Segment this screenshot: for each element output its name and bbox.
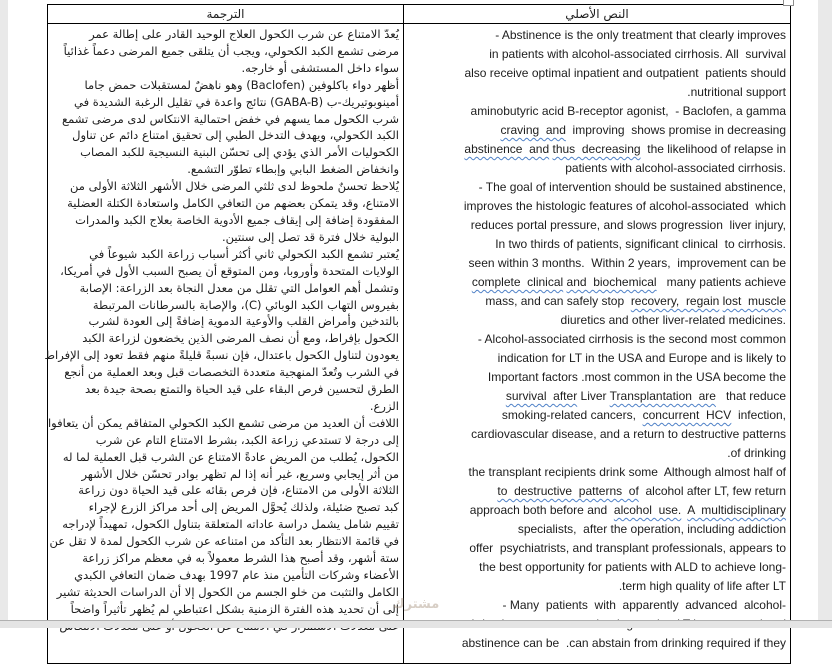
grammar-squiggle-text: recovery, regain — [630, 294, 720, 308]
translation-text-line: الامتناع، وقد يتمكن بعضهم من التعافي الكامل واستعادة الكتلة العضلية — [67, 196, 399, 211]
original-lines — [407, 26, 786, 653]
original-text-line: - Alcohol-associated cirrhosis is the second most common — [477, 332, 786, 346]
original-text-line: Important factors .most common in the USA become the — [487, 370, 786, 384]
original-text-line: aminobutyric acid B-receptor agonist, - Baclofen, a gamma — [470, 104, 786, 118]
original-text-line: patients with alcohol-associated cirrhosis. — [565, 161, 786, 175]
table-body-row — [44, 24, 790, 663]
column-header-original[interactable]: النص الأصلي — [565, 7, 629, 21]
grammar-squiggle-text: A multidisciplinary — [687, 503, 786, 517]
original-text-line: diuretics and other liver-related medicines. — [560, 313, 786, 327]
grammar-squiggle-text: concurrent HCV — [642, 408, 732, 422]
translation-column-cell[interactable] — [44, 24, 404, 663]
original-text-line: approach both before and alcohol use. A multidisciplinary — [469, 503, 786, 517]
original-text-line: .term high quality of life after LT — [618, 579, 786, 593]
translation-text-line: ستة أشهر، وقد أصبح هذا الشرط معمولاً به في معظم مراكز زراعة — [82, 551, 399, 566]
translation-text-line: مرضى تشمع الكبد الكحولي، ويجب أن يتلقى جميع المرضى دعماً غذائياً — [63, 43, 399, 58]
translation-text-line: تقييم شامل يشمل دراسة عاداته المتعلقة بتناول الكحول، تمهيداً لإدراجه — [62, 517, 399, 532]
watermark: مشترك — [392, 597, 440, 612]
translation-text-line: وانخفاض الضغط البابي وإبطاء تطوّر التشمع. — [187, 162, 399, 177]
original-text-line: smoking-related cancers, concurrent HCV infection, — [501, 408, 786, 422]
translation-text-line: أمينوبوتيريك-ب (GABA-B) نتائج واعدة في تقليل الرغبة الشديدة في — [74, 94, 399, 109]
translation-text-line: اللافت أن العديد من مرضى تشمع الكبد الكحولي المتفاقم يمكن أن يتعافوا — [47, 415, 399, 430]
translation-text-line: من أثر إيجابي وسريع، غير أنه إذا لم تظهر بوادر تحسّن خلال الأشهر — [81, 466, 399, 481]
translation-lines — [44, 26, 399, 635]
translation-text-line: المفقودة إضافة إلى إيقاف جميع الأدوية الخاصة بعلاج الكبد والمدرات — [75, 212, 399, 227]
original-text-line: seen within 3 months. Within 2 years, improvement can be — [468, 256, 786, 270]
translation-text-line: إلى درجة لا تستدعي زراعة الكبد، بشرط الامتناع التام عن شرب — [95, 432, 399, 447]
original-text-line: cardiovascular disease, and a return to destructive patterns — [471, 427, 786, 441]
original-text-line: .nutritional support — [687, 85, 786, 99]
grammar-squiggle-text: lost muscle — [722, 294, 786, 308]
translation-table — [44, 4, 791, 664]
grammar-squiggle-text: survival after — [505, 389, 578, 403]
original-text-line: specialists, after the operation, including addiction — [517, 522, 786, 536]
translation-text-line: الكحوليات الأمر الذي يؤدي إلى تحسّن البنية النسيجية للكبد المصاب — [80, 145, 399, 160]
grammar-squiggle-text: thus decreasing — [552, 142, 641, 156]
translation-text-line: في قائمة الانتظار بعد التأكد من امتناعه عن شرب الكحول لمدة لا تقل عن — [49, 534, 399, 549]
translation-text-line: وتشمل أهم العوامل التي تقلل من معدل النجاة بعد الزراعة: الإصابة — [79, 280, 399, 295]
original-text-line: reduces portal pressure, and slows progression liver injury, — [470, 218, 786, 232]
original-text-line: craving and improving shows promise in decreasing — [500, 123, 786, 137]
original-text-line: .of drinking — [727, 446, 786, 460]
translation-text-line: بالتدخين وأمراض القلب والأوعية الدموية إضافةً إلى العودة لشرب — [88, 314, 399, 329]
column-header-translation[interactable]: الترجمة — [48, 5, 404, 23]
grammar-squiggle-text: Transplantation are — [609, 389, 716, 403]
translation-text-line: الثلاثة الأولى من الامتناع، فإن فرص بقائه على قيد الحياة دون زراعة — [78, 483, 399, 498]
original-text-line: offer psychiatrists, and transplant professionals, appears to — [469, 541, 786, 555]
translation-text-line: الأعضاء وشركات التأمين منذ عام 1997 بهدف ضمان التعافي الكبدي — [74, 568, 399, 582]
grammar-squiggle-text: and biochemical — [566, 275, 657, 289]
translation-text-line: سواء داخل المستشفى أو خارجه. — [241, 60, 399, 75]
original-text-line: the transplant recipients drink some Although almost half of — [468, 465, 786, 479]
original-text-line: complete clinical and biochemical many patients achieve — [471, 275, 786, 289]
translation-text-line: يُعتبر تشمع الكبد الكحولي ثاني أكثر أسباب زراعة الكبد شيوعاً في — [89, 246, 399, 261]
translation-text-line: الكحول بإفراط، ومع أن نصف المرضى الذين يخضعون لزراعة الكبد — [82, 331, 399, 346]
translation-text-line: أظهر دواء باكلوفين (Baclofen) وهو ناهضٌ لمستقبلات حمض جاما — [84, 77, 399, 92]
original-text-line: abstinence can be .can abstain from drinking required if they — [461, 636, 786, 650]
translation-text-line: الكامل والتثبت من خلو الجسم من الكحول إلا أن الدراسات الحديثة تشير — [56, 584, 399, 599]
translation-text-line: البولية خلال فترة قد تصل إلى سنتين. — [221, 229, 399, 244]
translation-text-line: الطرق لتحسين فرص البقاء على قيد الحياة والتمتع بصحة جيدة بعد — [84, 382, 399, 397]
translation-text-line: يُعدّ الامتناع عن شرب الكحول العلاج الوحيد القادر على إطالة عمر — [89, 27, 399, 41]
translation-text-line: يعودون لتناول الكحول باعتدال، فإن نسبةً قليلةً منهم فقط تعود إلى الإفراط — [44, 348, 399, 363]
translation-text-line: شرب الكحول مما يسهم في خفض احتمالية الانتكاس لدى مرضى تشمع — [62, 111, 399, 126]
window-bottom-edge — [0, 620, 832, 628]
original-text-line: in patients with alcohol-associated cirrhosis. All survival — [489, 47, 786, 61]
original-column-cell[interactable] — [404, 24, 790, 663]
original-text-line: indication for LT in the USA and Europe and is likely to — [497, 351, 786, 365]
translation-text-line: الكبد الكحولي، ويهدف التدخل الطبي إلى تحقيق امتناع دائم عن تناول — [72, 128, 399, 143]
translation-text-line: إلى أن تحديد هذه الفترة الزمنية بشكل اعتباطي لم يُظهر تأثيراً واضحاً — [70, 601, 399, 616]
original-text-line: - Abstinence is the only treatment that clearly improves — [495, 28, 786, 42]
original-text-line: to destructive patterns of alcohol after LT, few return — [497, 484, 786, 498]
original-text-line: also receive optimal inpatient and outpatient patients should — [464, 66, 786, 80]
original-text-line: mass, and can safely stop recovery, regain lost muscle — [485, 294, 786, 308]
original-text-line: - The goal of intervention should be sustained abstinence, — [478, 180, 786, 194]
original-text-line: survival after Liver Transplantation are that reduce — [505, 389, 786, 403]
translation-text-line: يُلاحظ تحسنٌ ملحوظ لدى ثلثي المرضى خلال الأشهر الثلاثة الأولى من — [70, 179, 399, 194]
translation-text-line: الزرع. — [369, 398, 399, 413]
original-text-line: the best opportunity for patients with ALD to achieve long- — [479, 560, 786, 574]
translation-text-line: بفيروس التهاب الكبد الوبائي (C)، والإصابة بالسرطانات المرتبطة — [92, 297, 399, 312]
original-text-line: improves the histologic features of alcohol-associated which — [463, 199, 786, 213]
grammar-squiggle-text: to destructive patterns of — [497, 484, 639, 498]
translation-text-line: كبد تصبح ضئيلة، ولذلك يُحوَّل المريض إلى أحد مراكز الزرع لإجراء — [88, 500, 399, 515]
original-text-line: - Many patients with apparently advanced alcohol- — [502, 598, 786, 612]
translation-text-line: الولايات المتحدة وأوروبا، ومن المتوقع أن يصبح السبب الأول في أمريكا، — [60, 263, 399, 278]
grammar-squiggle-text: abstinence and — [464, 142, 550, 156]
document-page — [8, 0, 818, 650]
translation-text-line: في الشرب وتُعدّ المنهجية متعددة التخصصات قبل وبعد العملية من أنجع — [64, 365, 399, 380]
table-header-row — [48, 5, 790, 24]
grammar-squiggle-text: complete clinical — [471, 275, 564, 289]
original-text-line: abstinence and thus decreasing the likelihood of relapse in — [464, 142, 786, 156]
original-text-line: In two thirds of patients, significant clinical to cirrhosis. — [495, 237, 786, 251]
translation-text-line: الكحول، يُطلب من المريض عادةً الامتناع عن الشرب قبل العملية لما له — [62, 449, 399, 464]
table-resize-handle[interactable] — [783, 0, 794, 6]
grammar-squiggle-text: craving and — [500, 123, 566, 137]
grammar-squiggle-text: alcohol use. — [613, 503, 682, 517]
